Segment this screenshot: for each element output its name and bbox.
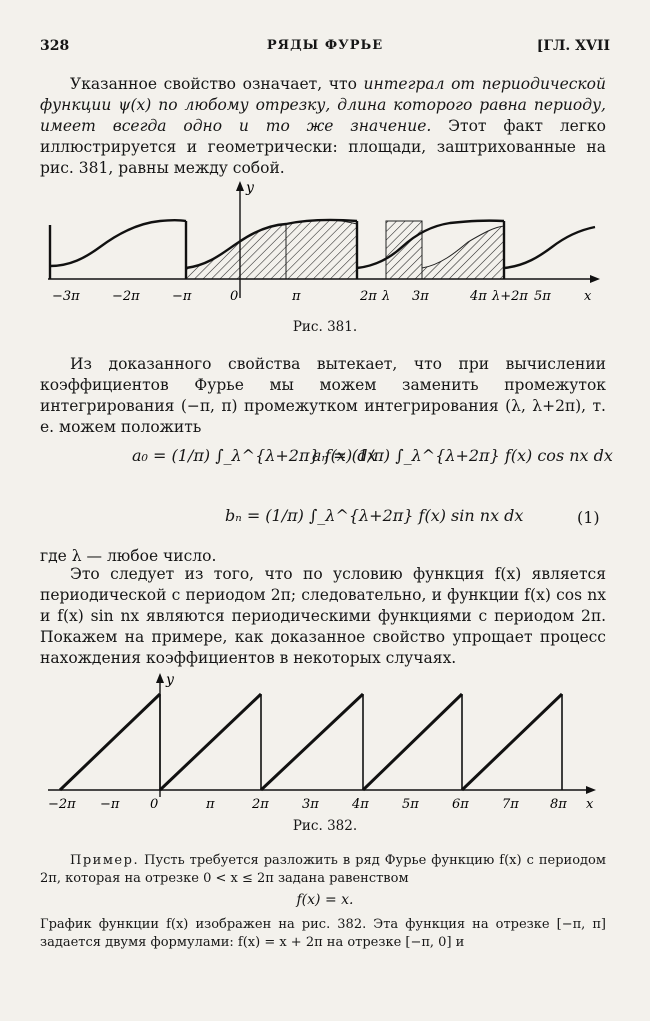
y-axis-arrow	[236, 181, 244, 191]
figure-381	[30, 180, 610, 320]
tick-label: 7π	[502, 797, 519, 812]
paragraph-2: Из доказанного свойства вытекает, что при вычислении коэффициентов Фурье мы можем заменить промежуток интегрирования (−π, π) промежутком интегрирования (λ, λ+2π), т. е. можем положить	[40, 355, 606, 436]
equation-number: (1)	[577, 508, 600, 527]
paragraph-1-tail: Этот факт легко иллюстрируется и геометрически: площади, заштрихованные на рис. 381, равны между собой.	[40, 117, 606, 177]
tick-label: −2π	[112, 289, 140, 304]
tick-label: π	[206, 797, 215, 812]
formula-an-text: aₙ = (1/π) ∫_λ^{λ+2π} f(x) cos nx dx	[312, 446, 613, 465]
tick-label: 5π	[402, 797, 419, 812]
hatched-area-2	[286, 220, 357, 279]
paragraph-4: График функции f(x) изображен на рис. 382. Эта функция на отрезке [−π, π] задается двумя формулами: f(x) = x + 2π на отрезке [−π, 0] и	[40, 917, 606, 950]
running-title: РЯДЫ ФУРЬЕ	[266, 38, 384, 53]
tick-label: 3π	[302, 797, 319, 812]
tick-label: 5π	[534, 289, 551, 304]
paragraph-1-lead: Указанное свойство означает, что	[70, 75, 364, 93]
tick-label: −π	[172, 289, 192, 304]
running-header	[40, 38, 610, 58]
tick-label: 3π	[412, 289, 429, 304]
hatched-area-3	[386, 221, 422, 279]
example-label: Пример.	[70, 853, 140, 868]
figure-382	[30, 672, 610, 812]
tick-label: λ+2π	[492, 289, 528, 304]
formula-an	[312, 446, 613, 465]
tick-label: π	[292, 289, 301, 304]
hatched-area-4	[422, 226, 504, 279]
x-axis-label: x	[586, 797, 594, 812]
paragraph-1	[40, 74, 606, 179]
tick-label: −2π	[48, 797, 76, 812]
tick-label: 6π	[452, 797, 469, 812]
y-axis-label: y	[166, 672, 174, 688]
example-text: Пусть требуется разложить в ряд Фурье функцию f(x) с периодом 2π, которая на отрезке 0 < x ≤ 2π задана равенством	[40, 853, 606, 886]
example-paragraph	[40, 852, 606, 888]
figure-381-caption: Рис. 381.	[292, 319, 358, 335]
figure-382-caption: Рис. 382.	[292, 818, 358, 834]
tick-label: 2π	[252, 797, 269, 812]
x-axis-label: x	[584, 289, 592, 304]
tick-label: 4π	[470, 289, 487, 304]
tick-label: −3π	[52, 289, 80, 304]
paragraph-1-emphasis: интеграл от периодической функции ψ(x) по любому отрезку, длина которого равна периоду, имеет всегда одно и то же значение.	[40, 75, 606, 135]
fig381-ticks	[52, 289, 592, 304]
formula-bn	[225, 506, 523, 525]
y-axis-label: y	[246, 180, 254, 196]
tick-label: 0	[230, 289, 239, 304]
x-axis-arrow	[586, 786, 596, 794]
formula-a0-text: a₀ = (1/π) ∫_λ^{λ+2π} f(x) dx	[132, 446, 377, 465]
formula-bn-text: bₙ = (1/π) ∫_λ^{λ+2π} f(x) sin nx dx	[225, 506, 524, 525]
sawtooth-curve	[60, 694, 562, 790]
hatched-area-1	[186, 224, 286, 279]
example-equation: f(x) = x.	[296, 892, 354, 908]
y-axis-arrow	[156, 673, 164, 683]
tick-label: 2π	[360, 289, 377, 304]
tick-label: 8π	[550, 797, 567, 812]
fig382-ticks	[48, 797, 594, 812]
tick-label: 4π	[352, 797, 369, 812]
paragraph-3: Это следует из того, что по условию функция f(x) является периодической с периодом 2π; следовательно, и функции f(x) cos nx и f(x) sin nx являются периодическими функциями с периодом 2π. Покажем на примере, как доказанное свойство упрощает процесс нахождения коэффициентов в некоторых случаях.	[40, 565, 606, 667]
tick-label: −π	[100, 797, 120, 812]
page-number: 328	[40, 38, 70, 54]
tick-label: 0	[150, 797, 159, 812]
where-line: где λ — любое число.	[40, 547, 217, 565]
x-axis-arrow	[590, 275, 600, 283]
tick-label: λ	[382, 289, 391, 304]
chapter-label: [ГЛ. XVII	[536, 38, 610, 54]
